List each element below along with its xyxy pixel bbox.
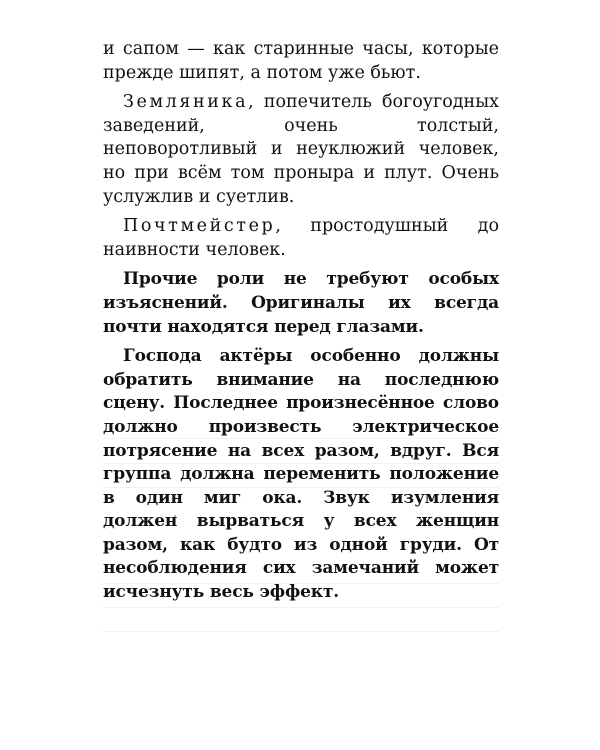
text-paragraph [103,345,499,605]
paragraph-text: Прочие роли не требуют особых изъяснений. Оригиналы их всегда почти находятся перед глазами. [103,269,499,337]
paragraph-text: , попечитель богоугодных заведений, очень толстый, неповоротливый и неуклюжий человек, но при всём том проныра и плут. Очень услужлив и суетлив. [103,92,499,207]
text-paragraph [103,38,499,85]
text-paragraph [103,215,499,262]
paragraph-text: Господа актёры особенно должны обратить внимание на последнюю сцену. Последнее произнесённое слово должно произвесть электрическое потрясение на всех разом, вдруг. Вся группа должна переменить положение в один миг ока. Звук изумления должен вырваться у всех женщин разом, как будто из одной груди. От несоблюдения сих замечаний может исчезнуть весь эффект. [103,346,499,603]
character-name: Почтмейстер [123,216,276,237]
show-through-line [103,631,499,632]
text-paragraph [103,91,499,209]
character-name: Земляника [123,92,249,113]
paragraph-text: , простодушный до наивности человек. [103,216,499,260]
text-paragraph [103,268,499,339]
page-text [103,38,499,605]
paragraph-text: и сапом — как старинные часы, которые прежде шипят, а потом уже бьют. [103,39,499,83]
show-through-line [103,607,499,608]
